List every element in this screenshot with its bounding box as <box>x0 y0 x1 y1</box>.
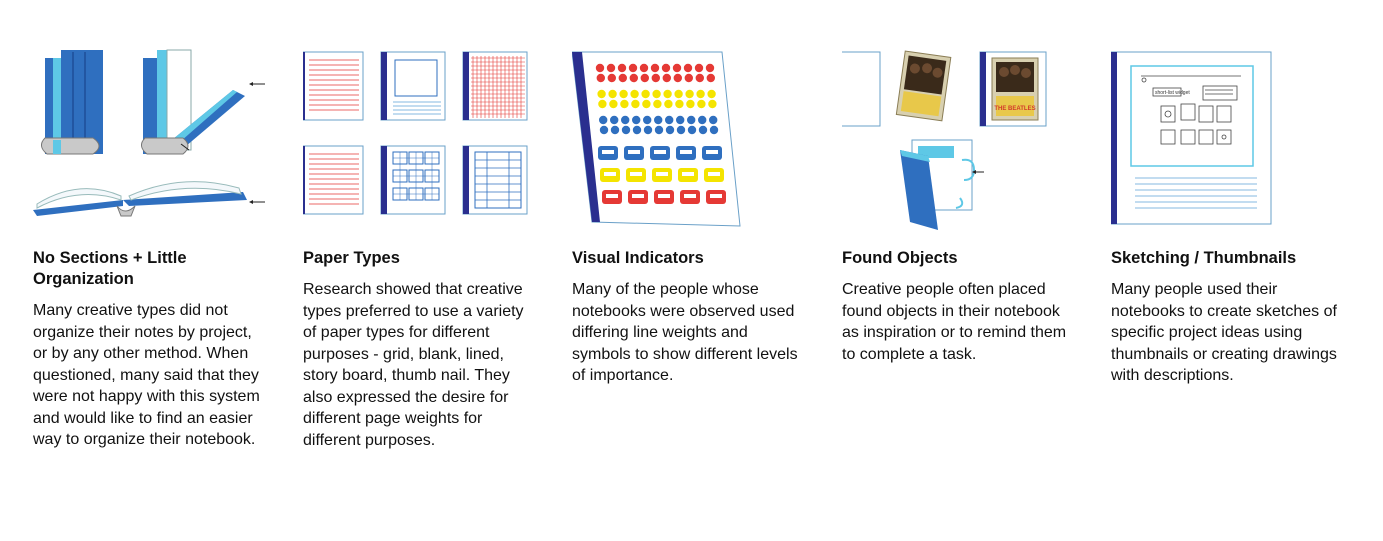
indicator-dot <box>620 100 628 108</box>
indicator-dot <box>696 74 704 82</box>
binder-illustration <box>33 40 273 230</box>
column-body: Creative people often placed found objects in their notebook as inspiration or to remind them to complete a task. <box>842 281 1067 363</box>
indicator-dot <box>596 64 604 72</box>
indicator-dot <box>610 116 618 124</box>
indicator-dot <box>710 126 718 134</box>
indicator-dot <box>598 100 606 108</box>
indicator-dot <box>611 126 619 134</box>
indicator-dot <box>688 126 696 134</box>
indicator-dot <box>597 74 605 82</box>
indicator-dot <box>665 116 673 124</box>
column-title: Found Objects <box>842 249 958 267</box>
indicator-dot <box>707 90 715 98</box>
indicator-dot <box>629 64 637 72</box>
indicator-dot <box>622 126 630 134</box>
sketching-illustration <box>1111 40 1351 230</box>
indicator-dot <box>685 90 693 98</box>
indicator-dot <box>653 100 661 108</box>
indicator-dot <box>597 90 605 98</box>
indicator-dot <box>677 126 685 134</box>
indicator-dot <box>655 126 663 134</box>
column-title: Sketching / Thumbnails <box>1111 249 1297 267</box>
storyboard-page <box>381 146 445 214</box>
column-title: Paper Types <box>303 249 400 267</box>
indicator-dot <box>630 74 638 82</box>
indicator-dot <box>685 74 693 82</box>
indicator-dot <box>699 126 707 134</box>
indicator-dot <box>709 116 717 124</box>
column-title: Visual Indicators <box>572 249 704 267</box>
indicator-dot <box>607 64 615 72</box>
indicator-dot <box>608 90 616 98</box>
indicator-dot <box>618 64 626 72</box>
indicator-dot <box>642 100 650 108</box>
tab-indicators <box>598 146 726 204</box>
indicator-dot <box>674 90 682 98</box>
indicator-dot <box>707 74 715 82</box>
column-no-sections <box>33 0 273 541</box>
indicator-dot <box>666 126 674 134</box>
indicator-dot <box>695 64 703 72</box>
indicator-dot <box>608 74 616 82</box>
indicator-dot <box>663 90 671 98</box>
column-found-objects <box>842 0 1082 541</box>
indicator-dot <box>708 100 716 108</box>
indicator-dot <box>631 100 639 108</box>
indicator-dot <box>641 74 649 82</box>
column-visual-indicators <box>572 0 812 541</box>
column-body: Many creative types did not organize their notes by project, or by any other method. When questioned, many said that they were not happy with this system and would like to find an easier way to organize their notebook. <box>33 302 260 448</box>
indicator-dot <box>696 90 704 98</box>
page-with-photo <box>980 52 1046 126</box>
indicator-dot <box>652 74 660 82</box>
indicator-dot <box>640 64 648 72</box>
indicator-dot <box>652 90 660 98</box>
pocket-notebook <box>900 140 984 230</box>
indicator-dot <box>686 100 694 108</box>
table-page <box>463 146 527 214</box>
indicator-dot <box>687 116 695 124</box>
indicator-dot <box>643 116 651 124</box>
indicator-dot <box>698 116 706 124</box>
indicator-dot <box>599 116 607 124</box>
indicator-dot <box>600 126 608 134</box>
indicator-dot <box>674 74 682 82</box>
indicator-dot <box>632 116 640 124</box>
column-body: Many of the people whose notebooks were observed used differing line weights and symbols to show different levels of importance. <box>572 281 798 384</box>
found-objects-illustration <box>842 40 1082 230</box>
lined-red-page-2 <box>303 146 363 214</box>
photo-caption: THE BEATLES <box>994 106 1036 112</box>
column-sketching <box>1111 0 1351 541</box>
sketch-label: short-list widget <box>1155 90 1190 96</box>
paper-types-illustration <box>303 40 543 230</box>
column-title: No Sections + Little Organization <box>33 249 187 288</box>
indicator-dot <box>621 116 629 124</box>
lined-red-page <box>303 52 363 120</box>
open-page <box>842 52 880 126</box>
indicator-dot <box>633 126 641 134</box>
indicator-dot <box>619 74 627 82</box>
grid-red-page <box>463 52 527 120</box>
visual-indicators-illustration <box>572 40 812 230</box>
indicator-dot <box>706 64 714 72</box>
indicator-dot <box>641 90 649 98</box>
blank-page <box>381 52 445 120</box>
column-paper-types <box>303 0 543 541</box>
indicator-dot <box>684 64 692 72</box>
indicator-dot <box>662 64 670 72</box>
indicator-dot <box>697 100 705 108</box>
indicator-dot <box>664 100 672 108</box>
indicator-dot <box>663 74 671 82</box>
indicator-dot <box>673 64 681 72</box>
indicator-dot <box>675 100 683 108</box>
indicator-dot <box>619 90 627 98</box>
column-body: Research showed that creative types preferred to use a variety of paper types for different purposes - grid, blank, lined, story board, thumb nail. They also expressed the desire for different page weights for different purposes. <box>303 281 524 449</box>
indicator-dot <box>644 126 652 134</box>
indicator-dot <box>654 116 662 124</box>
indicator-dot <box>630 90 638 98</box>
indicator-dot <box>651 64 659 72</box>
photo-tilted <box>896 51 950 121</box>
indicator-dot <box>676 116 684 124</box>
indicator-dot <box>609 100 617 108</box>
column-body: Many people used their notebooks to create sketches of specific project ideas using thumbnails or creating drawings with descriptions. <box>1111 281 1337 384</box>
